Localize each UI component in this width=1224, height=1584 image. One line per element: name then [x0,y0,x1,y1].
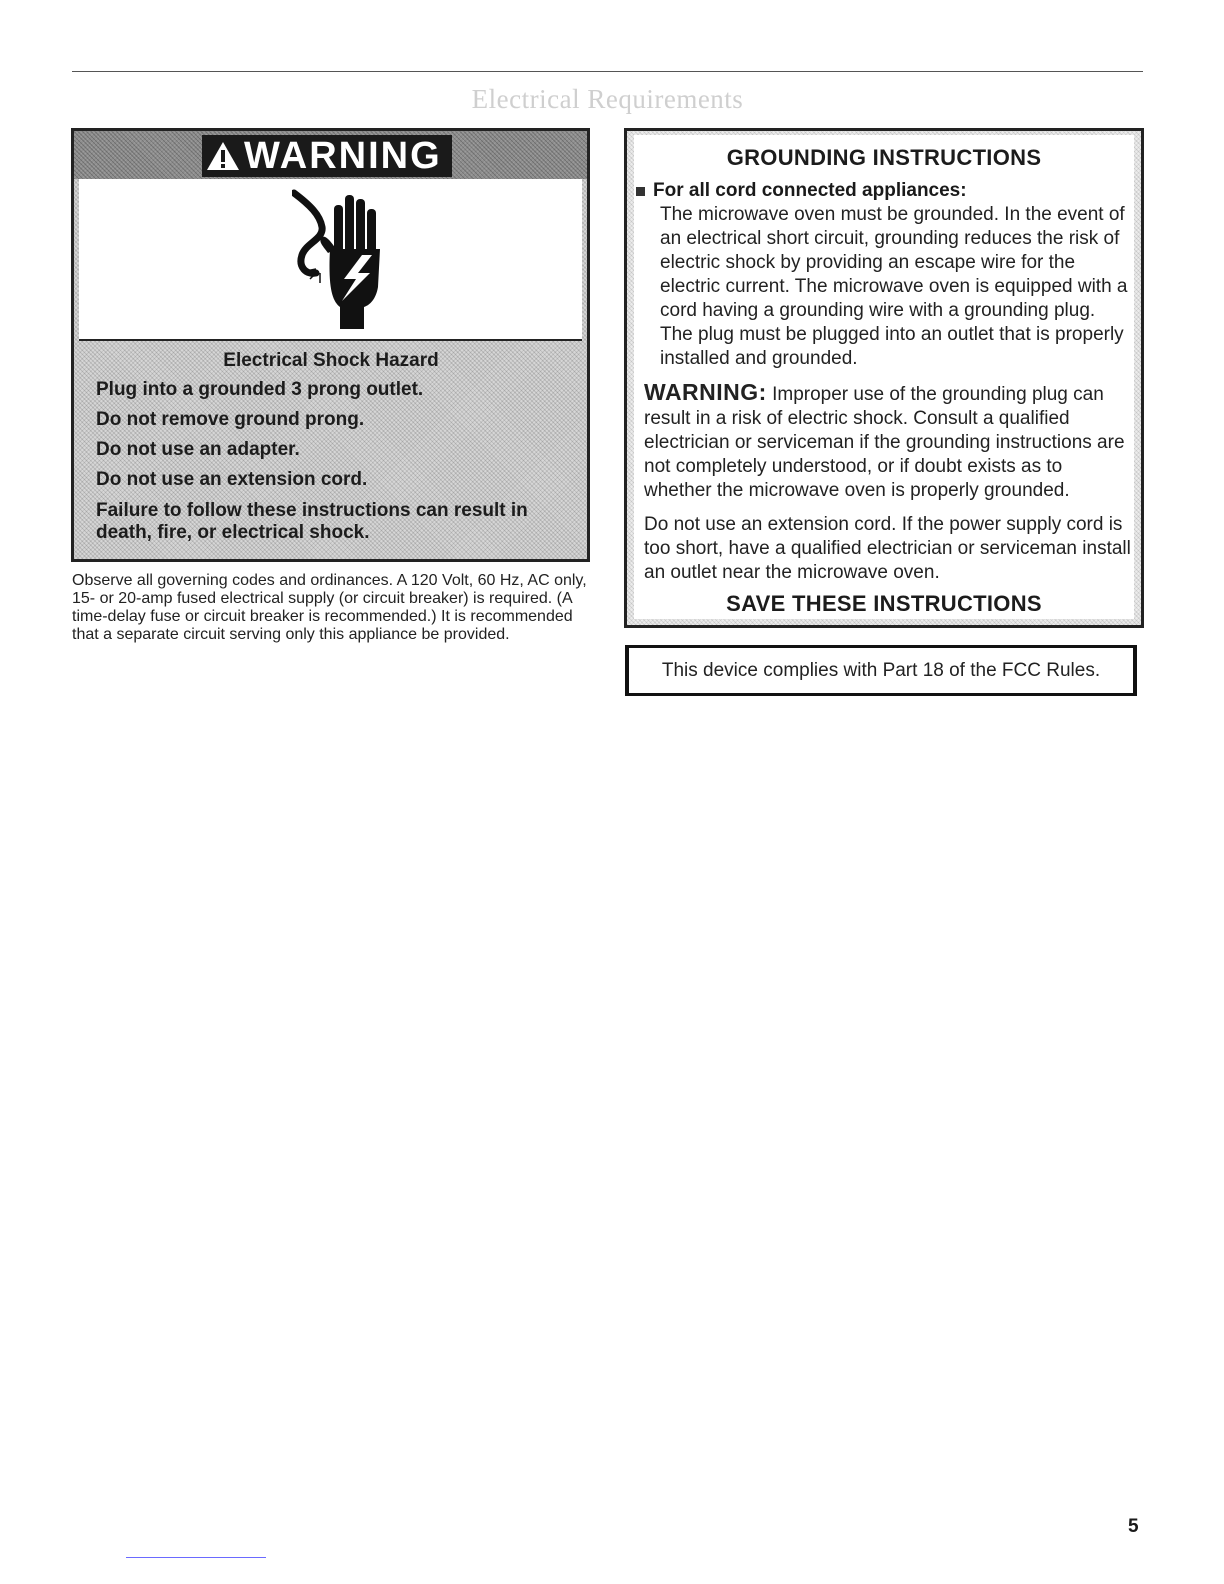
failure-warning: Failure to follow these instructions can result in death, fire, or electrical shock. [96,500,528,543]
save-instructions-title: SAVE THESE INSTRUCTIONS [726,591,1042,616]
warning-line: Plug into a grounded 3 prong outlet. [96,379,424,400]
warning-line: Do not remove ground prong. [96,409,365,430]
warning-paragraph-text: Improper use of the grounding plug can result in a risk of electric shock. Consult a qualified electrician or serviceman if the grounding instructions are not completely understood, or if doubt exists as to whether the microwave oven is properly grounded. [644,384,1125,501]
grounding-panel [634,135,1134,619]
fcc-compliance-box [625,645,1137,696]
bullet-heading-row [636,180,967,202]
grounding-title: GROUNDING INSTRUCTIONS [726,145,1042,170]
grounding-box [624,128,1144,628]
warning-word: WARNING: [644,379,767,405]
square-bullet-icon [636,187,645,196]
electrical-supply-note: Observe all governing codes and ordinances. A 120 Volt, 60 Hz, AC only, 15- or 20-amp fused electrical supply (or circuit breaker) is required. (A time-delay fuse or circuit breaker is recommended.) It is recommended that a separate circuit serving only this appliance be provided. [72,572,587,643]
warning-triangle-icon [206,140,240,172]
hazard-title: Electrical Shock Hazard [223,350,439,371]
grounding-paragraph: The microwave oven must be grounded. In the event of an electrical short circuit, grounding reduces the risk of electric shock by providing an escape wire for the electric current. The microwave oven is equipped with a cord having a grounding wire with a grounding plug. The plug must be plugged into an outlet that is properly installed and grounded. [660,204,1128,369]
fcc-text: This device complies with Part 18 of the FCC Rules. [661,659,1101,681]
page-number: 5 [1128,1516,1139,1537]
bullet-heading: For all cord connected appliances: [653,180,967,201]
warning-text: WARNING [244,135,442,177]
grounding-warning-paragraph [644,380,1134,503]
warning-line: Do not use an adapter. [96,439,300,460]
hazard-icon-panel [79,179,582,341]
warning-header [74,131,587,179]
warning-body [96,349,566,551]
warning-label [202,135,452,177]
electric-shock-hazard-icon [292,187,392,337]
footer-line [126,1557,266,1558]
extension-cord-paragraph: Do not use an extension cord. If the power supply cord is too short, have a qualified electrician or serviceman install an outlet near the microwave oven. [644,514,1131,583]
warning-box [71,128,590,562]
warning-line: Do not use an extension cord. [96,469,368,490]
section-title: Electrical Requirements [471,84,744,114]
top-rule [72,71,1143,72]
